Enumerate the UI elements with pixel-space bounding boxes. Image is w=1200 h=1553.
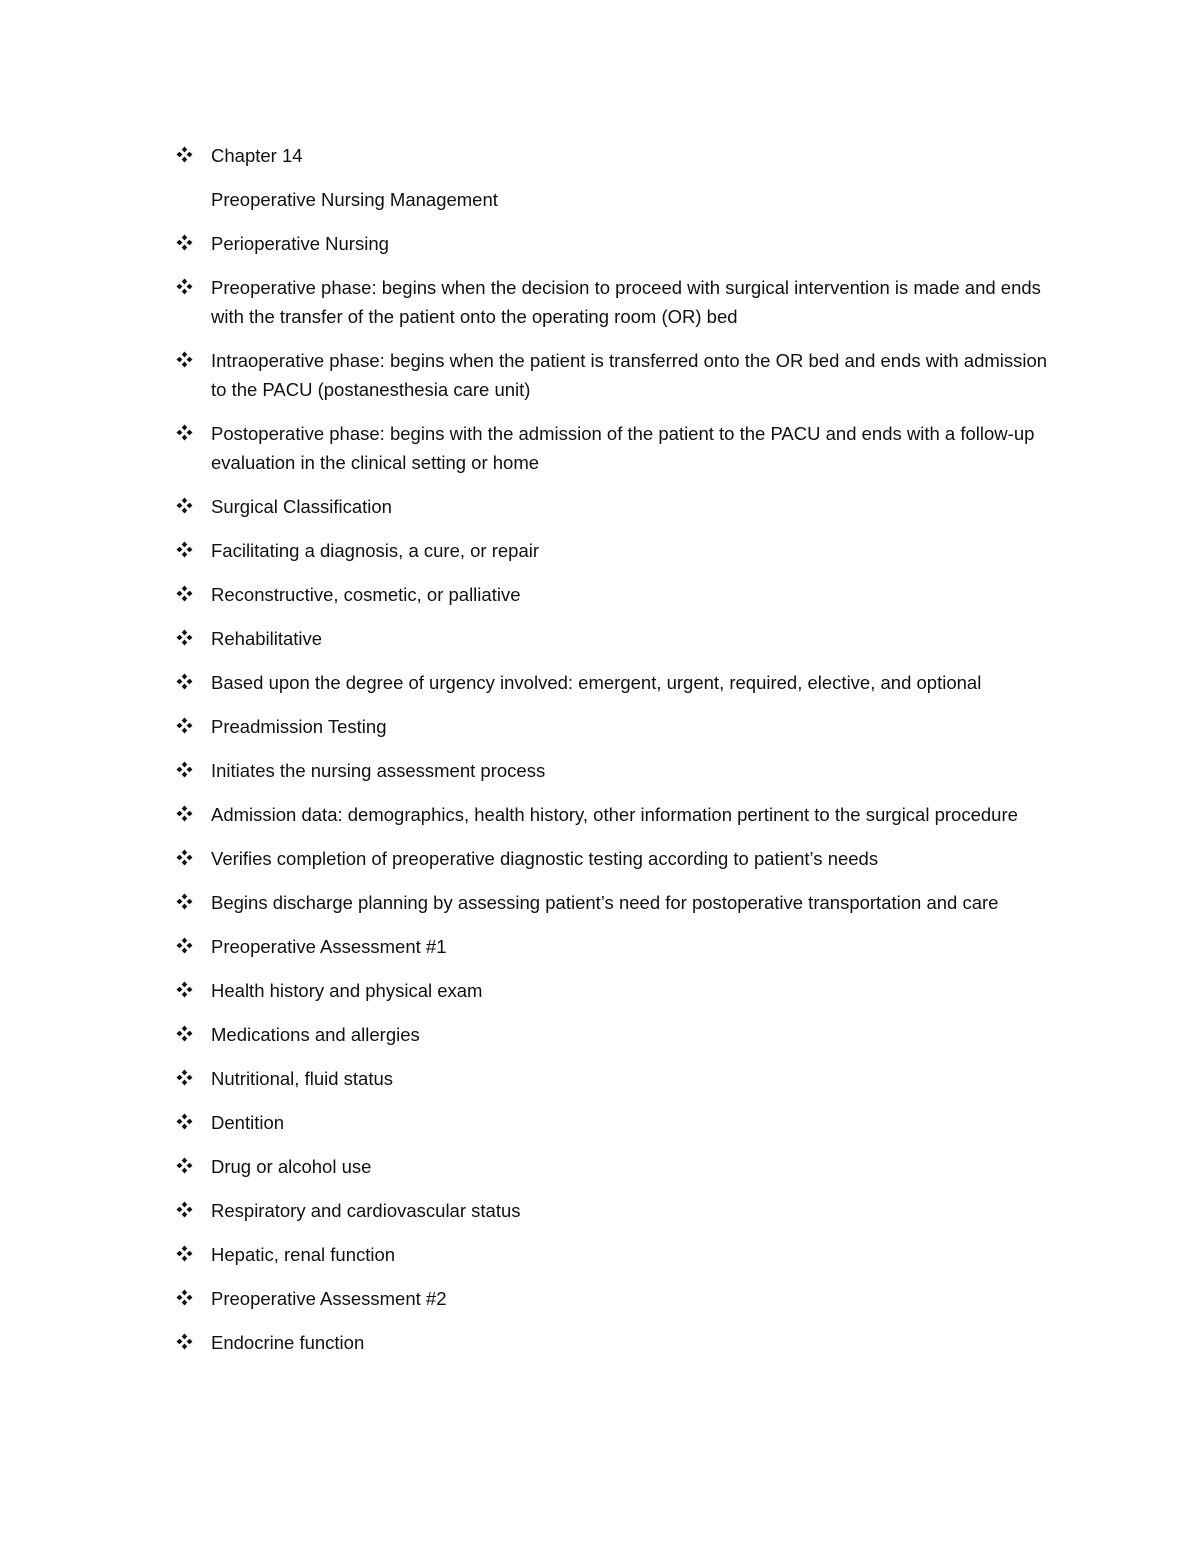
list-item	[0, 1108, 1200, 1137]
four-diamond-bullet-icon	[176, 849, 193, 866]
list-item	[0, 888, 1200, 917]
list-item	[0, 229, 1200, 258]
four-diamond-bullet-icon	[176, 541, 193, 558]
list-item	[0, 756, 1200, 785]
list-item-text: Admission data: demographics, health history, other information pertinent to the surgical procedure	[211, 804, 1018, 825]
list-item-text: Hepatic, renal function	[211, 1244, 396, 1265]
list-item	[0, 1328, 1200, 1357]
four-diamond-bullet-icon	[176, 234, 193, 251]
list-item-text: Nutritional, fluid status	[211, 1068, 394, 1089]
list-item-text: Postoperative phase: begins with the admission of the patient to the PACU and ends with a follow-up evaluation in the clinical setting or home	[211, 423, 1035, 473]
list-item	[0, 976, 1200, 1005]
list-item	[0, 668, 1200, 697]
four-diamond-bullet-icon	[176, 717, 193, 734]
list-item-text: Reconstructive, cosmetic, or palliative	[211, 584, 521, 605]
list-item-text: Preoperative phase: begins when the decision to proceed with surgical intervention is made and ends with the transfer of the patient onto the operating room (OR) bed	[211, 277, 1041, 327]
list-item-text: Rehabilitative	[211, 628, 323, 649]
list-item-text: Perioperative Nursing	[211, 233, 389, 254]
four-diamond-bullet-icon	[176, 1157, 193, 1174]
list-item-text: Chapter 14	[211, 145, 303, 166]
list-item-text: Intraoperative phase: begins when the patient is transferred onto the OR bed and ends with admission to the PACU (postanesthesia care unit)	[211, 350, 1048, 400]
four-diamond-bullet-icon	[176, 146, 193, 163]
list-item-text: Verifies completion of preoperative diagnostic testing according to patient’s needs	[211, 848, 879, 869]
list-item	[0, 1064, 1200, 1093]
list-item	[0, 346, 1200, 404]
four-diamond-bullet-icon	[176, 761, 193, 778]
four-diamond-bullet-icon	[176, 893, 193, 910]
four-diamond-bullet-icon	[176, 673, 193, 690]
list-item-text: Drug or alcohol use	[211, 1156, 372, 1177]
list-item	[0, 580, 1200, 609]
list-item	[0, 536, 1200, 565]
list-item	[0, 624, 1200, 653]
list-item-text: Based upon the degree of urgency involved: emergent, urgent, required, elective, and optional	[211, 672, 982, 693]
list-item	[0, 419, 1200, 477]
list-item-text: Begins discharge planning by assessing patient’s need for postoperative transportation and care	[211, 892, 999, 913]
list-item-text: Dentition	[211, 1112, 285, 1133]
list-item-text: Surgical Classification	[211, 496, 392, 517]
list-item	[0, 800, 1200, 829]
list-item	[0, 1152, 1200, 1181]
list-item	[0, 141, 1200, 170]
list-item-text: Health history and physical exam	[211, 980, 483, 1001]
list-item	[0, 1284, 1200, 1313]
four-diamond-bullet-icon	[176, 424, 193, 441]
list-item-text: Preoperative Assessment #1	[211, 936, 447, 957]
list-item	[0, 712, 1200, 741]
four-diamond-bullet-icon	[176, 1113, 193, 1130]
list-item-text: Preoperative Assessment #2	[211, 1288, 447, 1309]
list-item-text: Preadmission Testing	[211, 716, 387, 737]
list-item	[0, 844, 1200, 873]
four-diamond-bullet-icon	[176, 1069, 193, 1086]
four-diamond-bullet-icon	[176, 981, 193, 998]
list-item	[0, 273, 1200, 331]
four-diamond-bullet-icon	[176, 1333, 193, 1350]
list-item	[0, 1196, 1200, 1225]
subtitle-line	[0, 185, 1200, 214]
list-item-text: Preoperative Nursing Management	[211, 189, 498, 210]
list-item	[0, 932, 1200, 961]
four-diamond-bullet-icon	[176, 937, 193, 954]
list-item-text: Endocrine function	[211, 1332, 365, 1353]
four-diamond-bullet-icon	[176, 1201, 193, 1218]
four-diamond-bullet-icon	[176, 1289, 193, 1306]
four-diamond-bullet-icon	[176, 629, 193, 646]
four-diamond-bullet-icon	[176, 585, 193, 602]
list-item-text: Initiates the nursing assessment process	[211, 760, 546, 781]
four-diamond-bullet-icon	[176, 278, 193, 295]
four-diamond-bullet-icon	[176, 1025, 193, 1042]
list-item-text: Respiratory and cardiovascular status	[211, 1200, 521, 1221]
four-diamond-bullet-icon	[176, 351, 193, 368]
list-item-text: Facilitating a diagnosis, a cure, or repair	[211, 540, 540, 561]
bullet-list	[0, 141, 1200, 1372]
four-diamond-bullet-icon	[176, 497, 193, 514]
list-item	[0, 1020, 1200, 1049]
list-item	[0, 1240, 1200, 1269]
four-diamond-bullet-icon	[176, 805, 193, 822]
four-diamond-bullet-icon	[176, 1245, 193, 1262]
list-item-text: Medications and allergies	[211, 1024, 420, 1045]
list-item	[0, 492, 1200, 521]
